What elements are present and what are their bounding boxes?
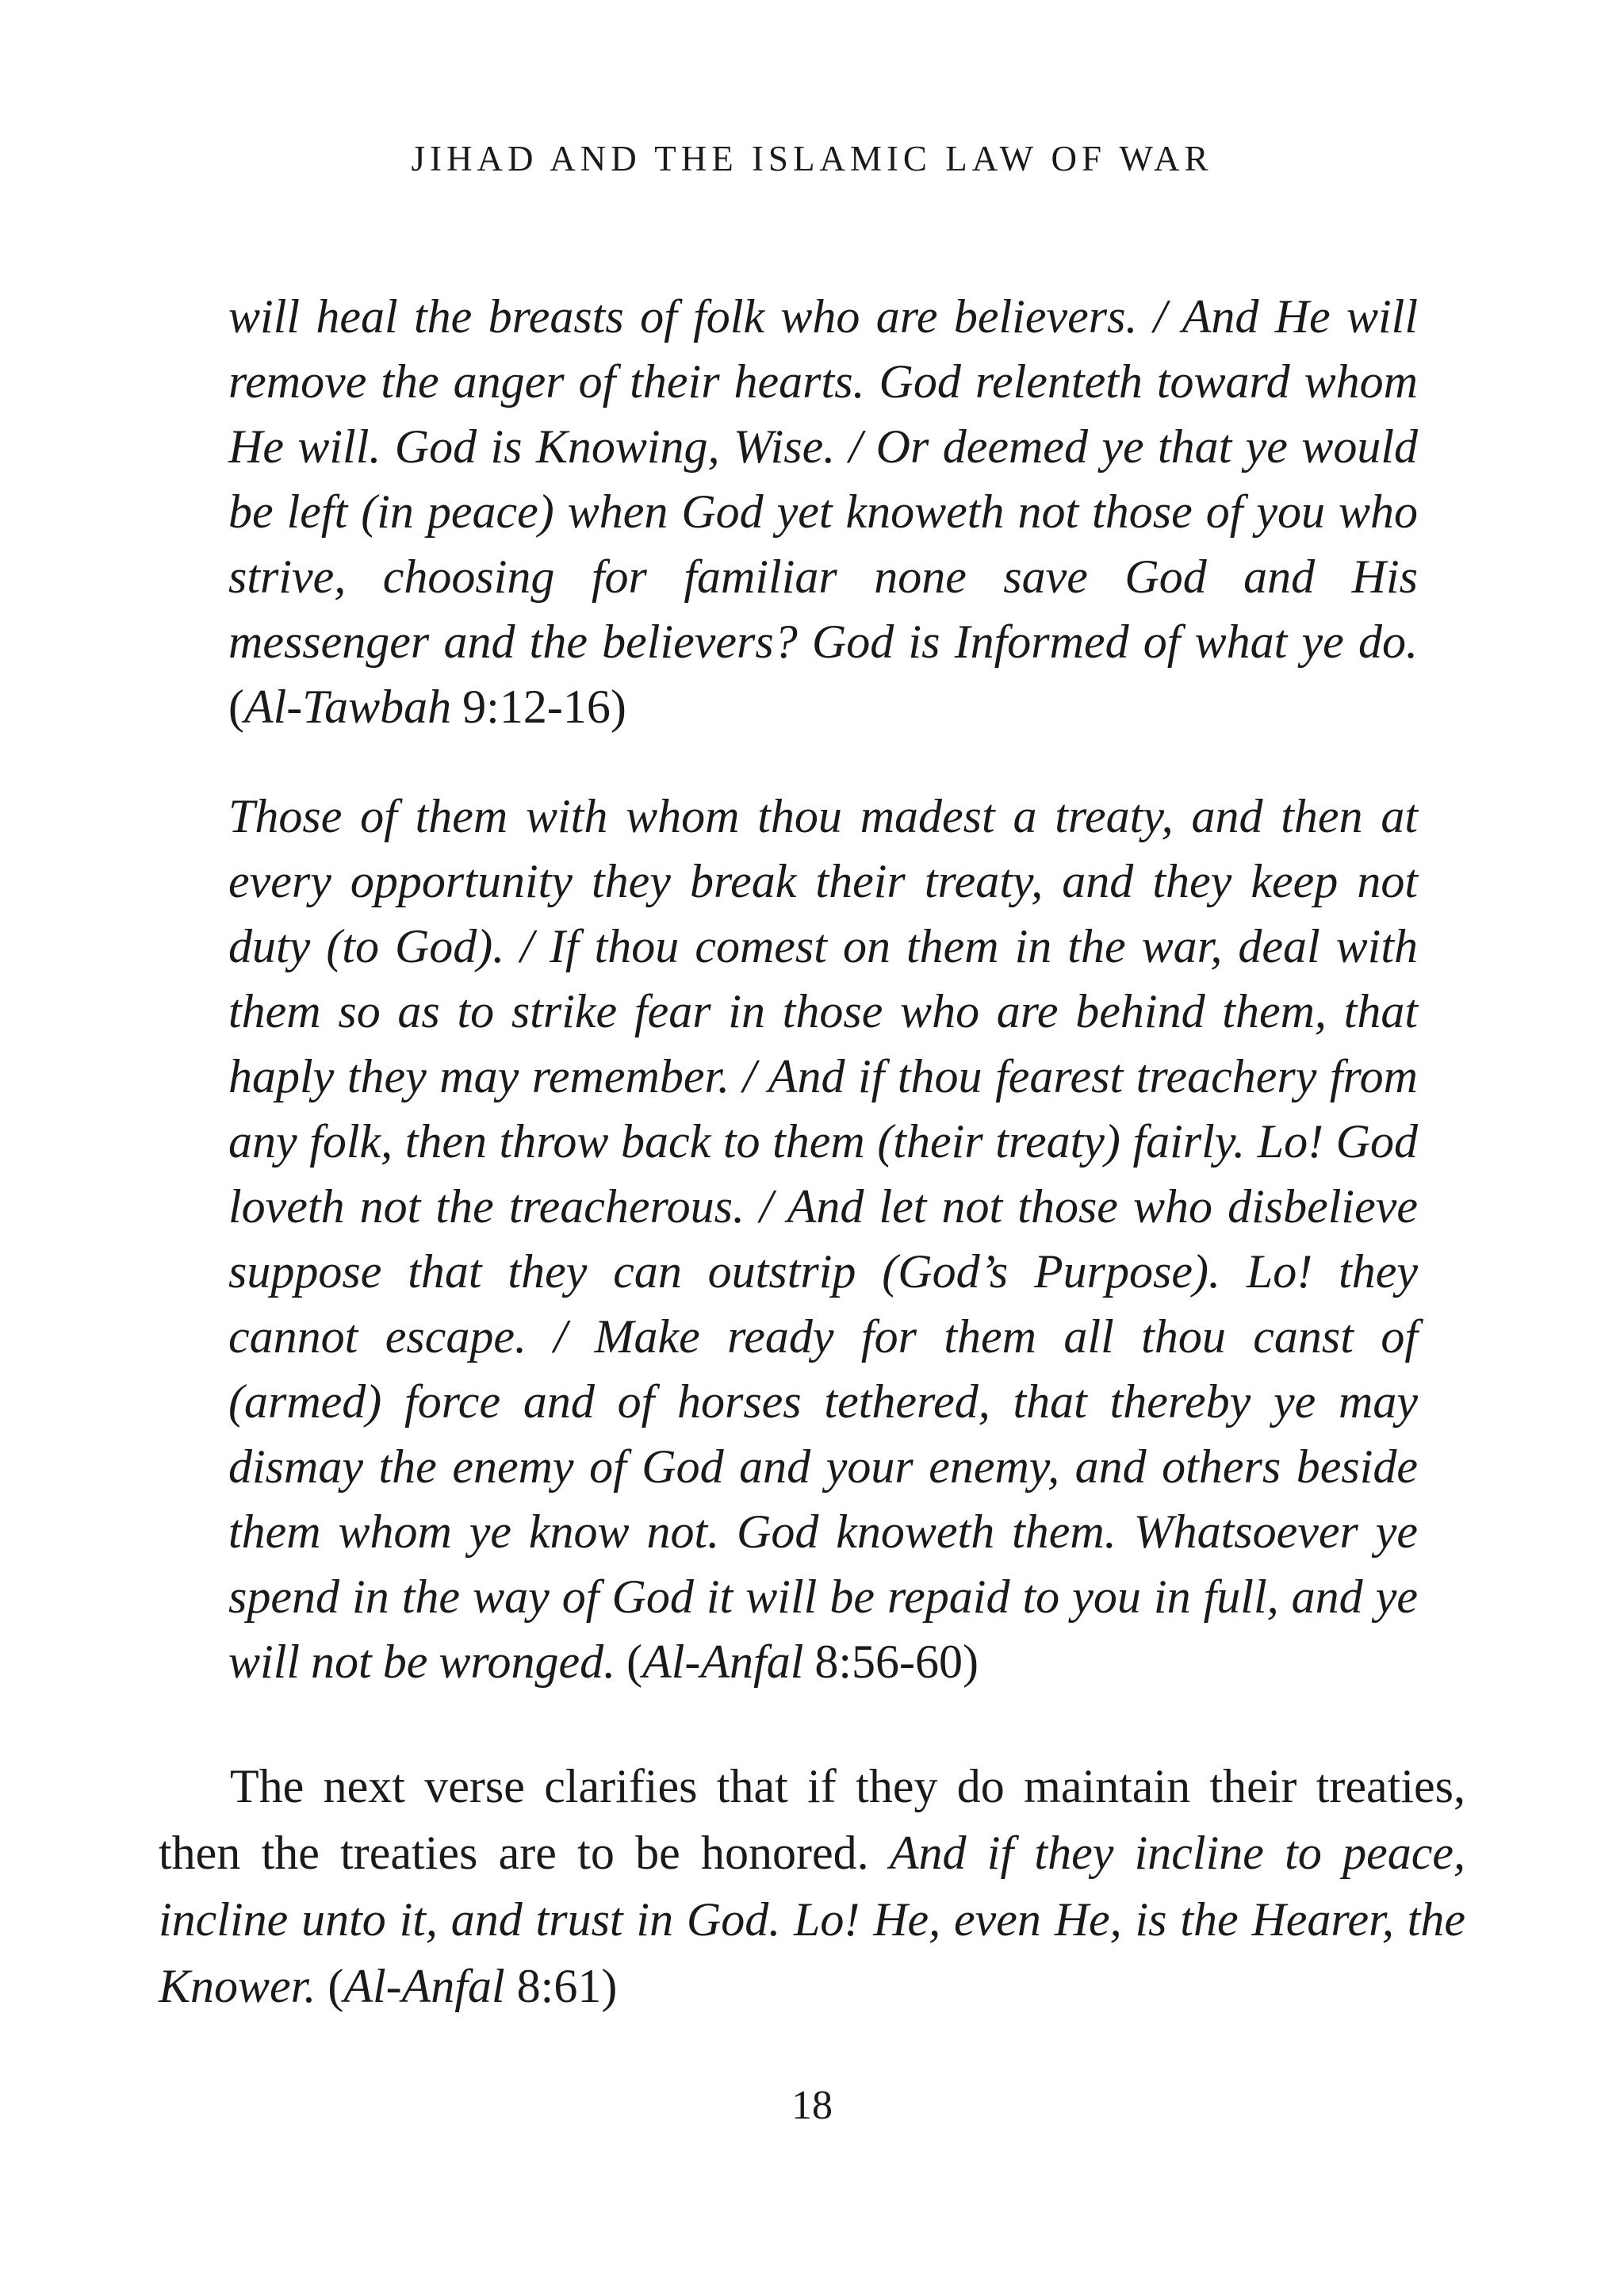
citation-source: Al-Anfal: [343, 1960, 505, 2012]
running-head: JIHAD AND THE ISLAMIC LAW OF WAR: [411, 139, 1213, 178]
citation: (Al-Tawbah 9:12-16): [228, 681, 626, 733]
citation-source: Al-Anfal: [642, 1636, 804, 1688]
quote-text: Those of them with whom thou madest a treaty, and then at every opportunity they break their treaty, and they keep not duty (to God). / If thou comest on them in the war, deal with them so as to strike fear in those who are behind them, that haply they may remember. / And if thou fearest treachery from any folk, then throw back to them (their treaty) fairly. Lo! God loveth not the treacherous. / And let not those who disbelieve suppose that they can outstrip (God’s Purpose). Lo! they cannot escape. / Make ready for them all thou canst of (armed) force and of horses tethered, that thereby ye may dismay the enemy of God and your enemy, and others beside them whom ye know not. God knoweth them. Whatsoever ye spend in the way of God it will be repaid to you in full, and ye will not be wronged.: [228, 790, 1418, 1688]
body-paragraph: The next verse clarifies that if they do maintain their treaties, then the treaties are to be honored. And if they incline to peace, incline unto it, and trust in God. Lo! He, even He, is the Hearer, the Knower. (Al-Anfal 8:61): [159, 1760, 1465, 2012]
citation-reference: 9:12-16): [451, 681, 626, 733]
page-number: 18: [791, 2083, 833, 2128]
block-quote-tawbah: [228, 284, 1418, 739]
quote-text: will heal the breasts of folk who are believers. / And He will remove the anger of their hearts. God relenteth toward whom He will. God is Knowing, Wise. / Or deemed ye that ye would be left (in peace) when God yet knoweth not those of you who strive, choosing for familiar none save God and His messenger and the believers? God is Informed of what ye do.: [228, 290, 1418, 668]
citation-source: Al-Tawbah: [243, 681, 452, 733]
paragraph-text: The next verse clarifies that if they do maintain their treaties, then the treaties are to be honored.: [159, 1760, 1465, 1879]
block-quote-anfal: [228, 784, 1418, 1694]
citation: (Al-Anfal 8:56-60): [626, 1636, 979, 1688]
inline-quote: And if they incline to peace, incline unto it, and trust in God. Lo! He, even He, is the Hearer, the Knower.: [159, 1827, 1465, 2012]
citation-reference: 8:56-60): [803, 1636, 979, 1688]
citation-reference: 8:61): [504, 1960, 618, 2012]
